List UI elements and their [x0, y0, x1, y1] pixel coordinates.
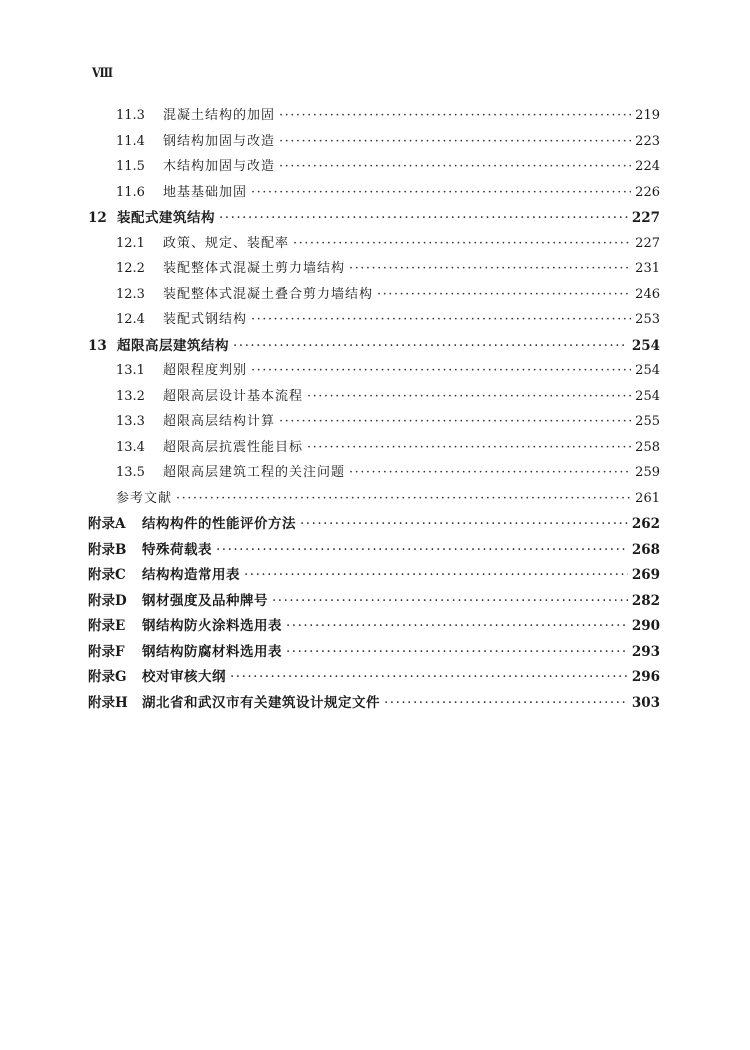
- toc-entry-title: 混凝土结构的加固: [163, 108, 276, 123]
- toc-dot-leader: [176, 491, 631, 506]
- toc-entry-page: 226: [635, 184, 660, 200]
- toc-dot-leader: [216, 542, 628, 558]
- toc-dot-leader: [349, 261, 631, 276]
- toc-entry[interactable]: [88, 232, 660, 258]
- toc-entry[interactable]: [88, 104, 660, 130]
- toc-entry-number: 11.6: [116, 184, 145, 200]
- toc-entry-title: 装配整体式混凝土叠合剪力墙结构: [163, 286, 374, 302]
- toc-entry-title: 校对审核大纲: [142, 669, 226, 685]
- toc-entry-page: 269: [631, 567, 660, 583]
- toc-entry-number: 附录H: [88, 694, 128, 711]
- toc-entry-number: 附录F: [88, 643, 125, 660]
- toc-entry-page: 253: [635, 312, 660, 327]
- toc-entry-title: 装配式钢结构: [163, 312, 248, 327]
- toc-entry[interactable]: [88, 691, 660, 717]
- toc-entry[interactable]: [88, 334, 660, 360]
- toc-entry-number: 12: [88, 210, 107, 226]
- toc-entry-title: 钢材强度及品种牌号: [142, 592, 268, 609]
- toc-entry-title: 结构构件的性能评价方法: [142, 516, 296, 532]
- toc-entry-title: 装配整体式混凝土剪力墙结构: [163, 261, 346, 276]
- toc-entry[interactable]: [88, 563, 660, 589]
- toc-dot-leader: [293, 236, 631, 251]
- toc-entry-page: 254: [635, 388, 660, 404]
- toc-dot-leader: [307, 389, 631, 404]
- toc-dot-leader: [244, 567, 628, 583]
- toc-entry-number: 附录B: [88, 541, 127, 558]
- toc-entry-title: 湖北省和武汉市有关建筑设计规定文件: [142, 694, 380, 711]
- toc-entry-page: 290: [631, 618, 660, 634]
- toc-entry-page: 227: [631, 210, 660, 226]
- toc-entry-number: 13.4: [116, 439, 145, 455]
- toc-entry[interactable]: [88, 640, 660, 666]
- toc-entry[interactable]: [88, 538, 660, 564]
- toc-dot-leader: [307, 440, 631, 455]
- toc-dot-leader: [286, 644, 628, 660]
- toc-entry[interactable]: [88, 589, 660, 615]
- toc-entry-number: 12.2: [116, 261, 145, 276]
- toc-entry-number: 附录D: [88, 592, 127, 609]
- toc-entry-page: 303: [631, 694, 660, 711]
- toc-dot-leader: [219, 210, 628, 226]
- toc-dot-leader: [279, 108, 631, 123]
- toc-entry-title: 地基基础加固: [163, 184, 248, 200]
- toc-entry-number: 11.4: [116, 133, 145, 149]
- toc-entry-page: 219: [635, 108, 660, 123]
- toc-entry-title: 超限高层建筑结构: [117, 337, 229, 354]
- toc-dot-leader: [384, 695, 628, 711]
- toc-entry-page: 227: [635, 235, 660, 251]
- toc-entry-page: 293: [631, 643, 660, 660]
- toc-dot-leader: [233, 338, 628, 354]
- toc-entry-page: 254: [635, 363, 660, 378]
- toc-entry[interactable]: [88, 308, 660, 334]
- table-of-contents: [88, 104, 660, 716]
- toc-entry-title: 特殊荷载表: [142, 541, 212, 558]
- toc-entry-title: 结构构造常用表: [142, 567, 240, 583]
- toc-entry-title: 参考文献: [116, 490, 173, 506]
- toc-entry-title: 钢结构加固与改造: [163, 133, 276, 149]
- toc-entry-number: 13.1: [116, 363, 145, 378]
- toc-entry[interactable]: [88, 512, 660, 538]
- toc-entry-title: 超限程度判别: [163, 363, 248, 378]
- toc-entry-title: 木结构加固与改造: [163, 159, 276, 174]
- toc-entry[interactable]: [88, 155, 660, 181]
- toc-dot-leader: [349, 465, 631, 480]
- toc-entry-number: 附录C: [88, 567, 126, 583]
- toc-entry[interactable]: [88, 359, 660, 385]
- toc-entry-title: 装配式建筑结构: [117, 210, 215, 226]
- toc-entry[interactable]: [88, 130, 660, 156]
- toc-entry[interactable]: [88, 436, 660, 462]
- toc-entry-page: 224: [635, 159, 660, 174]
- toc-dot-leader: [300, 516, 628, 532]
- toc-entry[interactable]: [88, 206, 660, 232]
- toc-entry-page: 223: [635, 133, 660, 149]
- toc-entry-title: 超限高层抗震性能目标: [163, 439, 304, 455]
- toc-entry-number: 13.3: [116, 414, 145, 429]
- toc-entry-title: 超限高层设计基本流程: [163, 388, 304, 404]
- toc-entry-title: 超限高层建筑工程的关注问题: [163, 465, 346, 480]
- toc-dot-leader: [279, 414, 631, 429]
- toc-entry[interactable]: [88, 257, 660, 283]
- toc-entry-page: 259: [635, 465, 660, 480]
- page-number: Ⅷ: [92, 66, 113, 81]
- toc-entry-title: 钢结构防火涂料选用表: [142, 618, 282, 634]
- toc-entry[interactable]: [88, 614, 660, 640]
- toc-dot-leader: [279, 159, 631, 174]
- toc-dot-leader: [279, 134, 631, 149]
- toc-entry-number: 12.1: [116, 235, 145, 251]
- toc-entry-number: 13.2: [116, 388, 145, 404]
- toc-dot-leader: [377, 287, 631, 302]
- toc-entry-page: 231: [635, 261, 660, 276]
- toc-entry-number: 附录A: [88, 516, 126, 532]
- toc-dot-leader: [230, 669, 628, 685]
- toc-entry-title: 超限高层结构计算: [163, 414, 276, 429]
- toc-dot-leader: [251, 363, 631, 378]
- toc-entry-number: 11.3: [116, 108, 145, 123]
- toc-entry[interactable]: [88, 487, 660, 513]
- toc-entry[interactable]: [88, 410, 660, 436]
- toc-entry-page: 296: [631, 669, 660, 685]
- toc-entry-number: 附录E: [88, 618, 126, 634]
- toc-entry[interactable]: [88, 283, 660, 309]
- toc-entry-number: 12.4: [116, 312, 145, 327]
- toc-entry[interactable]: [88, 181, 660, 207]
- toc-entry-number: 13.5: [116, 465, 145, 480]
- toc-entry-page: 246: [635, 286, 660, 302]
- toc-entry-page: 261: [635, 490, 660, 506]
- toc-dot-leader: [272, 593, 628, 609]
- toc-entry-page: 255: [635, 414, 660, 429]
- toc-entry-page: 262: [631, 516, 660, 532]
- toc-entry-page: 282: [631, 592, 660, 609]
- toc-entry-page: 254: [631, 337, 660, 354]
- toc-dot-leader: [251, 185, 631, 200]
- toc-entry-number: 11.5: [116, 159, 145, 174]
- toc-entry-page: 268: [631, 541, 660, 558]
- toc-entry-number: 12.3: [116, 286, 145, 302]
- toc-entry-number: 13: [88, 337, 107, 354]
- toc-entry-number: 附录G: [88, 669, 127, 685]
- toc-entry[interactable]: [88, 385, 660, 411]
- toc-entry-page: 258: [635, 439, 660, 455]
- toc-entry[interactable]: [88, 461, 660, 487]
- toc-entry-title: 政策、规定、装配率: [163, 235, 290, 251]
- toc-dot-leader: [251, 312, 631, 327]
- toc-dot-leader: [286, 618, 628, 634]
- toc-entry[interactable]: [88, 665, 660, 691]
- toc-entry-title: 钢结构防腐材料选用表: [142, 643, 282, 660]
